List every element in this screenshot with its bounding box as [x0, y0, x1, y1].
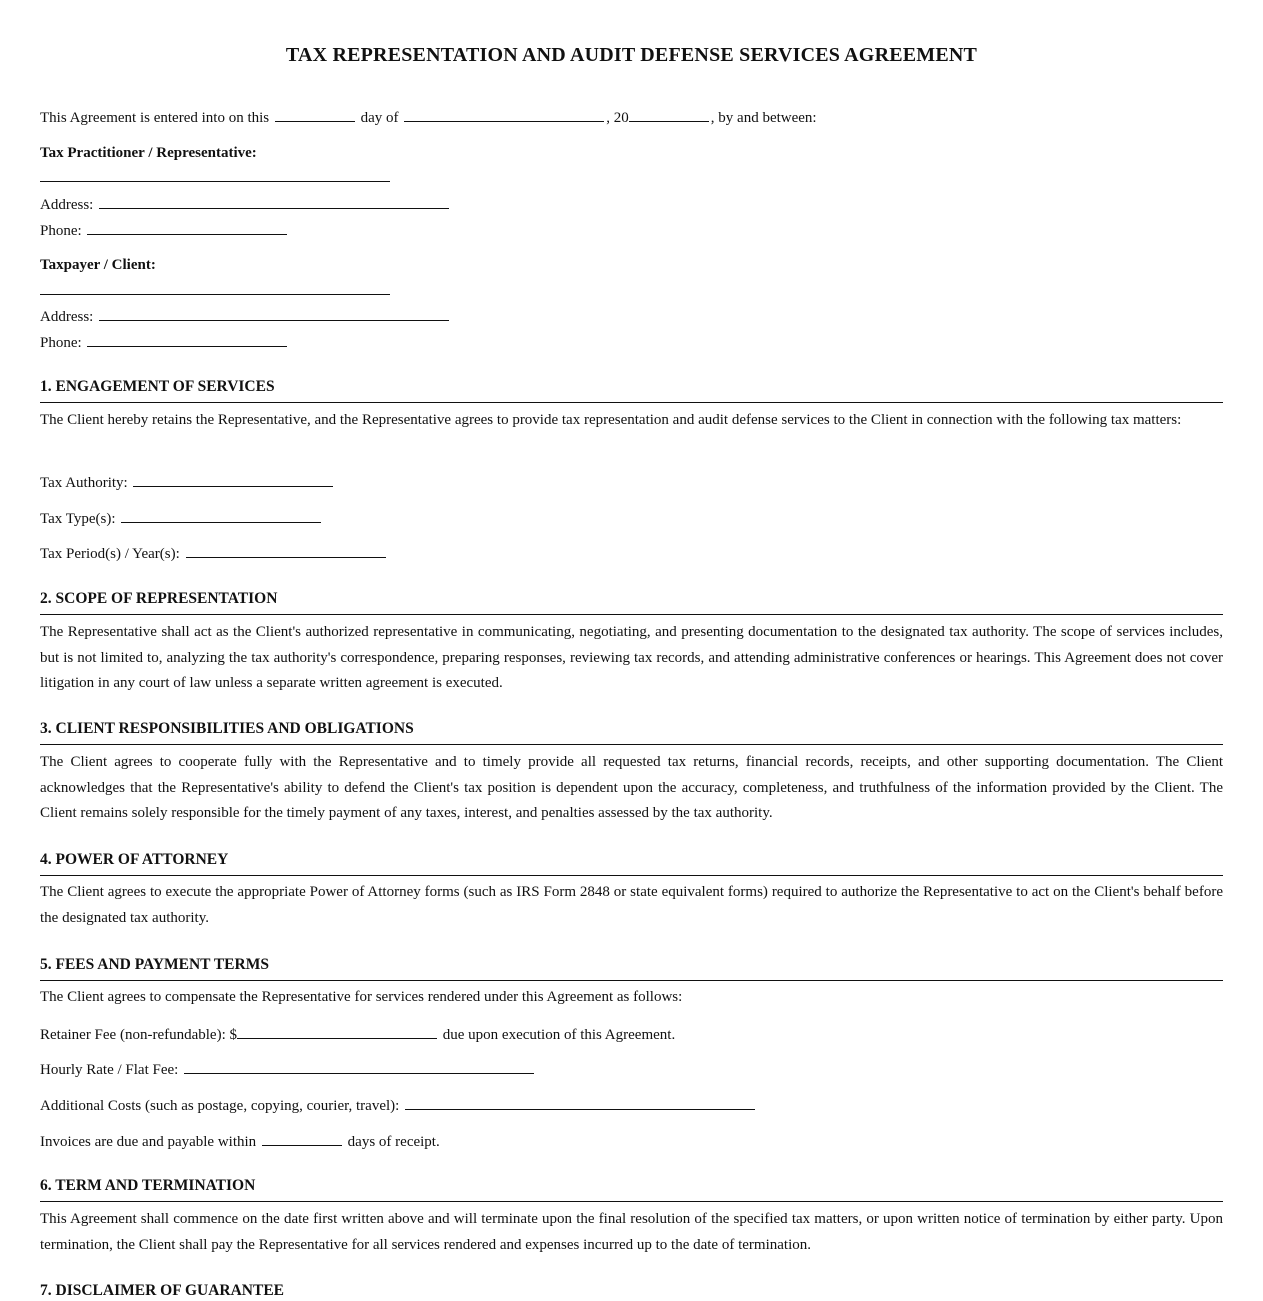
day-blank[interactable]: [275, 107, 355, 122]
tax-authority-blank[interactable]: [133, 472, 333, 487]
additional-costs-blank[interactable]: [405, 1095, 755, 1110]
invoices-suffix: days of receipt.: [347, 1134, 440, 1150]
practitioner-phone-blank[interactable]: [87, 220, 287, 235]
section-1-text: The Client hereby retains the Representative, and the Representative agrees to provide tax representation and audit defense services to the Client in connection with the following tax matters:: [40, 412, 1182, 428]
client-phone-row: [40, 332, 289, 353]
tax-authority-label: Tax Authority:: [40, 475, 128, 491]
client-name-blank[interactable]: [40, 294, 390, 295]
invoices-row: [40, 1131, 440, 1152]
client-heading: Taxpayer / Client:: [40, 257, 156, 273]
intro-text-1: This Agreement is entered into on this: [40, 110, 270, 126]
tax-periods-label: Tax Period(s) / Year(s):: [40, 546, 180, 562]
client-phone-label: Phone:: [40, 335, 82, 351]
section-1-heading: 1. ENGAGEMENT OF SERVICES: [40, 378, 1223, 403]
practitioner-name-blank[interactable]: [40, 181, 390, 182]
section-6-heading: 6. TERM AND TERMINATION: [40, 1177, 1223, 1202]
section-2-heading: 2. SCOPE OF REPRESENTATION: [40, 590, 1223, 615]
retainer-blank[interactable]: [237, 1024, 437, 1039]
section-5-text: The Client agrees to compensate the Representative for services rendered under this Agreement as follows:: [40, 989, 683, 1005]
practitioner-heading: Tax Practitioner / Representative:: [40, 145, 257, 161]
tax-types-label: Tax Type(s):: [40, 511, 116, 527]
client-address-label: Address:: [40, 309, 94, 325]
tax-periods-blank[interactable]: [186, 543, 386, 558]
section-3-text: The Client agrees to cooperate fully with the Representative and to timely provide all requested tax returns, financial records, receipts, and other supporting documentation. The Client acknowledges that the Representative's ability to defend the Client's tax position is dependent upon the accuracy, completeness, and truthfulness of the information provided by the Client. The Client remains solely responsible for the timely payment of any taxes, interest, and penalties assessed by the tax authority.: [40, 754, 1223, 821]
client-address-blank[interactable]: [99, 306, 449, 321]
hourly-row: [40, 1059, 536, 1080]
section-7-heading: 7. DISCLAIMER OF GUARANTEE: [40, 1282, 285, 1299]
tax-authority-row: [40, 472, 335, 493]
hourly-label: Hourly Rate / Flat Fee:: [40, 1062, 179, 1078]
practitioner-phone-row: [40, 220, 289, 241]
tax-types-blank[interactable]: [121, 508, 321, 523]
intro-text-2: day of: [360, 110, 399, 126]
practitioner-address-blank[interactable]: [99, 194, 449, 209]
hourly-blank[interactable]: [184, 1059, 534, 1074]
practitioner-phone-label: Phone:: [40, 223, 82, 239]
section-5-heading: 5. FEES AND PAYMENT TERMS: [40, 956, 1223, 981]
invoices-days-blank[interactable]: [262, 1131, 342, 1146]
client-phone-blank[interactable]: [87, 332, 287, 347]
practitioner-address-label: Address:: [40, 197, 94, 213]
intro-text-3: , 20: [606, 110, 629, 126]
intro-text-4: , by and between:: [710, 110, 817, 126]
retainer-row: [40, 1024, 675, 1045]
section-6-text: This Agreement shall commence on the date first written above and will terminate upon the final resolution of the specified tax matters, or upon written notice of termination by either party. Upon termination, the Client shall pay the Representative for all services rendered and expenses incurred up to the date of termination.: [40, 1211, 1223, 1253]
section-2-text: The Representative shall act as the Client's authorized representative in communicating, negotiating, and presenting documentation to the designated tax authority. The scope of services includes, but is not limited to, analyzing the tax authority's correspondence, preparing responses, reviewing tax records, and attending administrative conferences or hearings. This Agreement does not cover litigation in any court of law unless a separate written agreement is executed.: [40, 624, 1223, 691]
client-address-row: [40, 306, 451, 327]
section-4-heading: 4. POWER OF ATTORNEY: [40, 851, 1223, 876]
practitioner-address-row: [40, 194, 451, 215]
tax-periods-row: [40, 543, 388, 564]
year-blank[interactable]: [629, 107, 709, 122]
additional-costs-row: [40, 1095, 757, 1116]
retainer-label: Retainer Fee (non-refundable): $: [40, 1027, 237, 1043]
tax-types-row: [40, 508, 323, 529]
document-title: TAX REPRESENTATION AND AUDIT DEFENSE SERVICES AGREEMENT: [285, 44, 978, 66]
section-4-text: The Client agrees to execute the appropriate Power of Attorney forms (such as IRS Form 2848 or state equivalent forms) required to authorize the Representative to act on the Client's behalf before the designated tax authority.: [40, 884, 1223, 926]
month-blank[interactable]: [404, 107, 604, 122]
additional-costs-label: Additional Costs (such as postage, copying, courier, travel):: [40, 1098, 400, 1114]
intro-line: [40, 107, 817, 128]
invoices-label: Invoices are due and payable within: [40, 1134, 257, 1150]
retainer-suffix: due upon execution of this Agreement.: [442, 1027, 676, 1043]
section-3-heading: 3. CLIENT RESPONSIBILITIES AND OBLIGATIONS: [40, 720, 1223, 745]
